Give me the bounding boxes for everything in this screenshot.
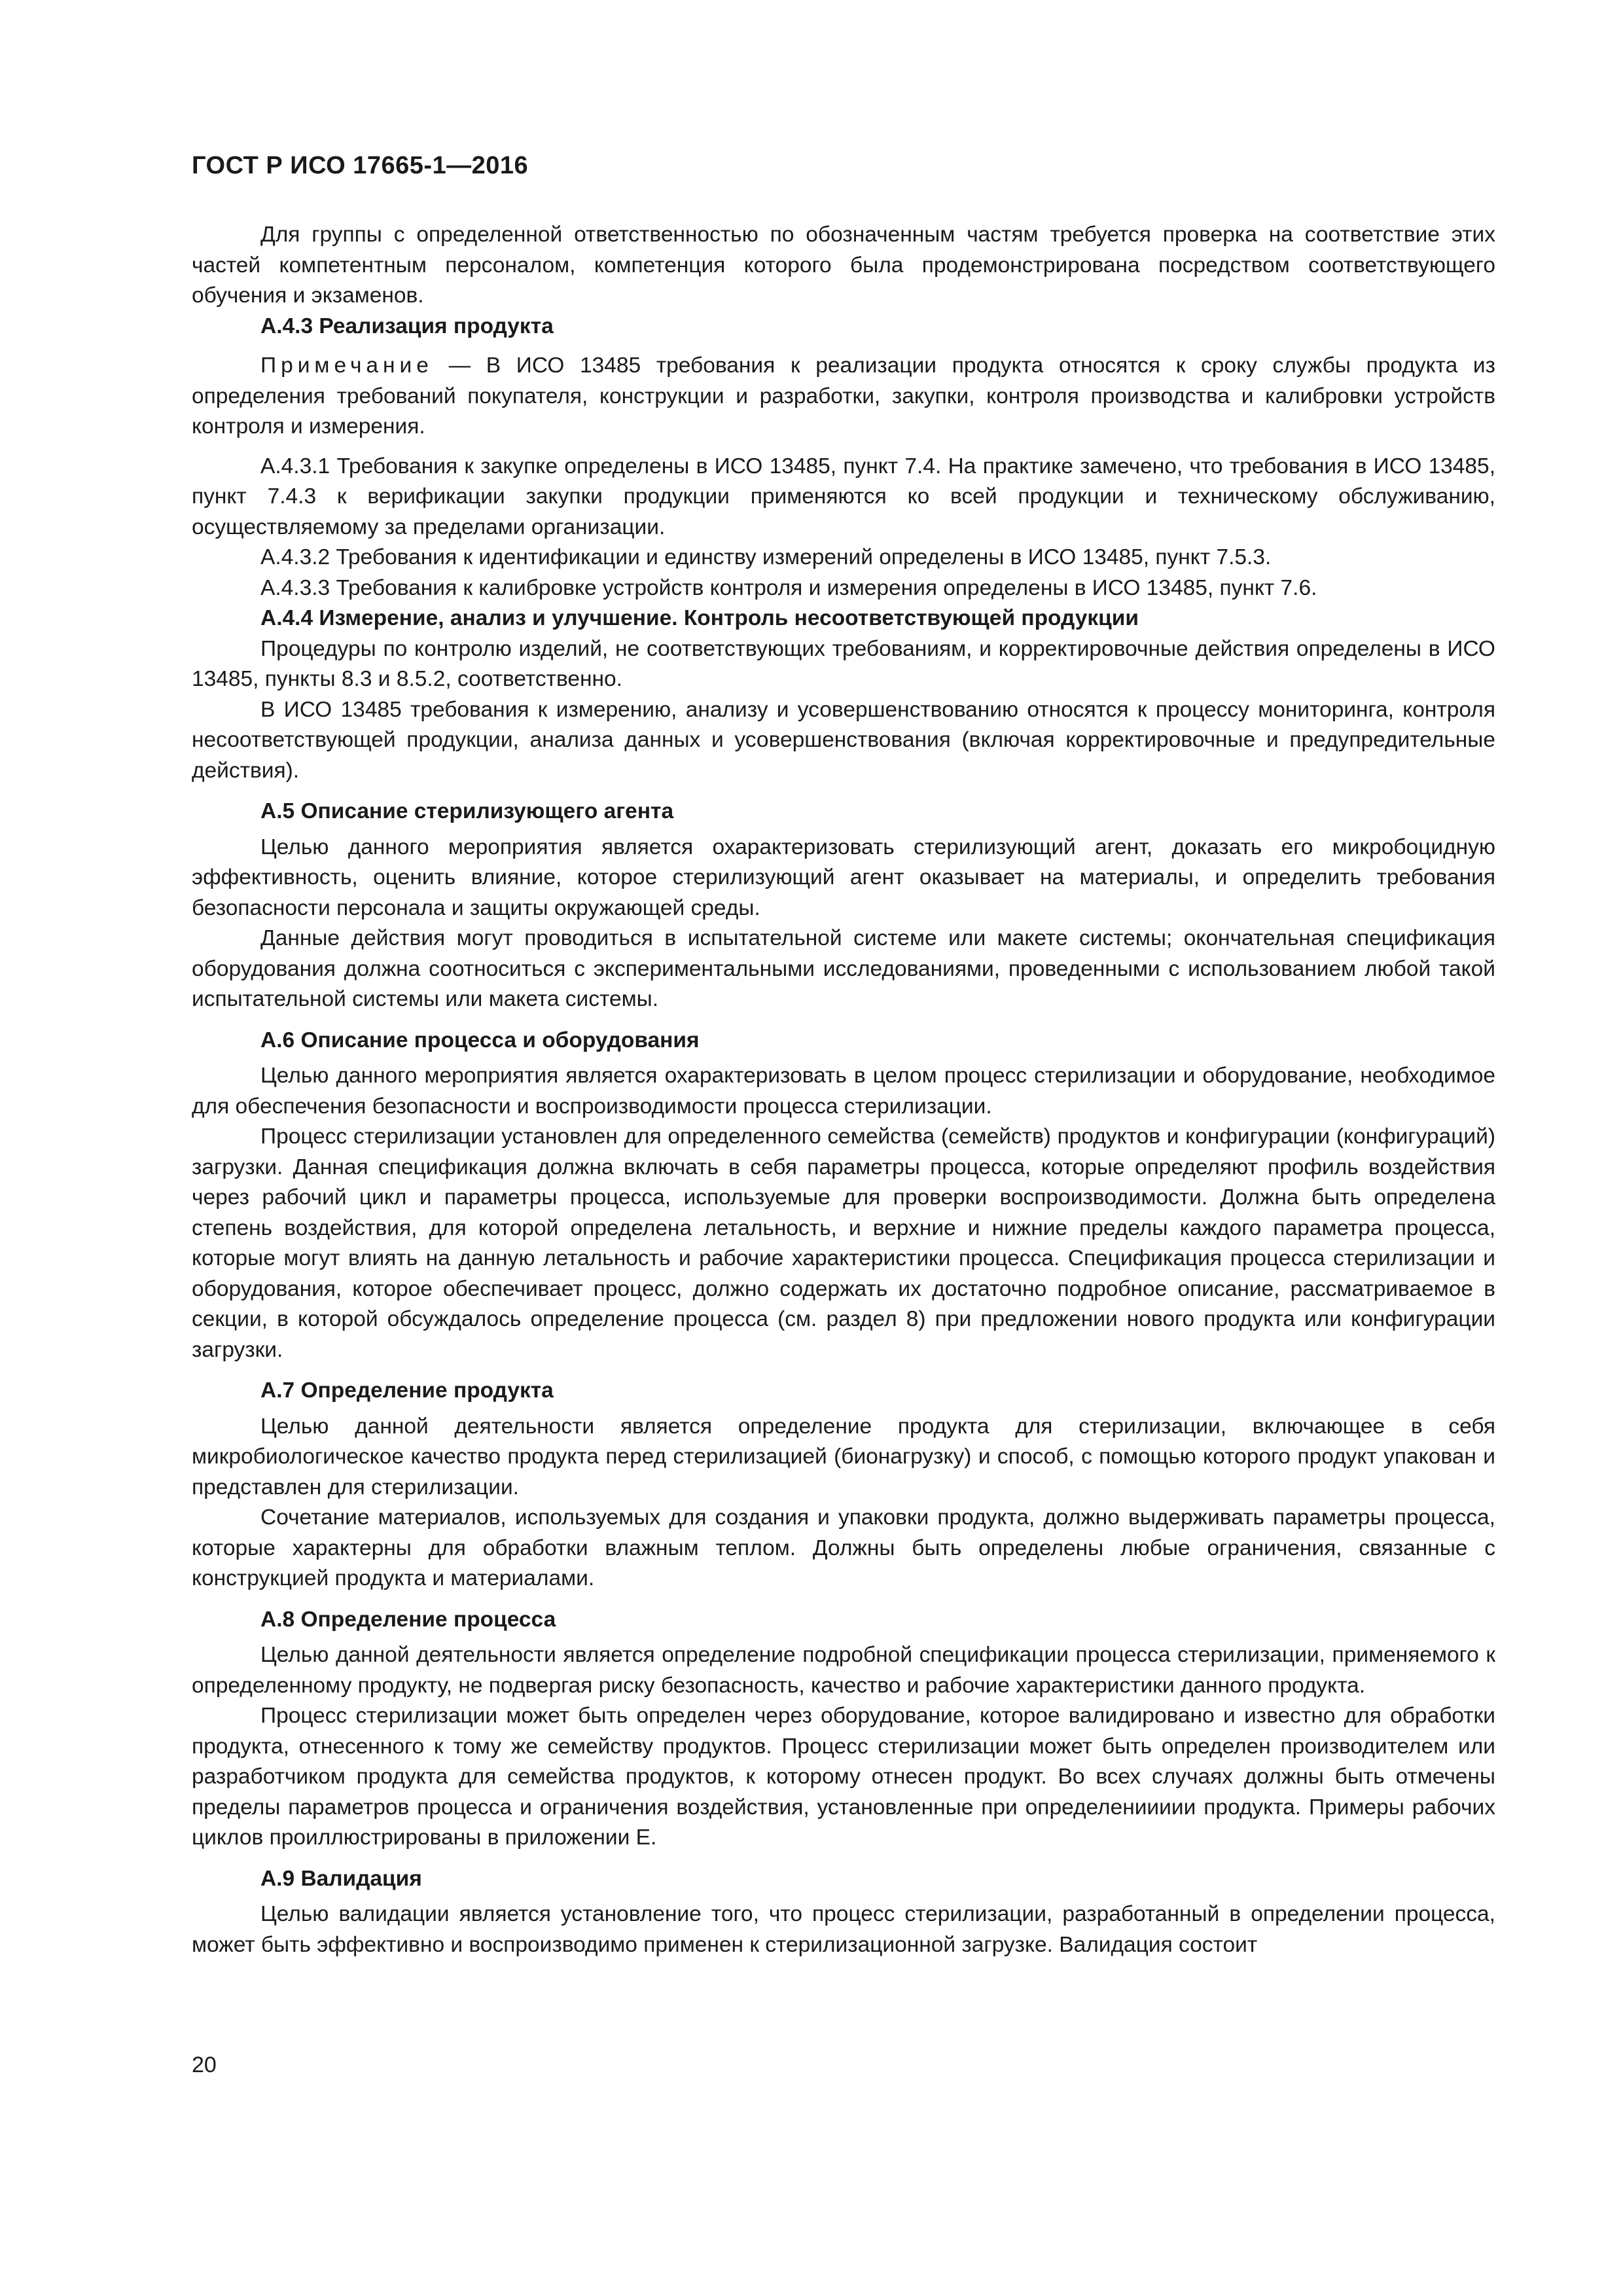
heading-a7: А.7 Определение продукта (260, 1378, 554, 1403)
heading-a5: А.5 Описание стерилизующего агента (260, 799, 674, 823)
paragraph-a8-2: Процесс стерилизации может быть определен через оборудование, которое валидировано и известно для обработки продукта, отнесенного к тому же семейству продуктов. Процесс стерилизации может быть определен производителем или разработчиком продукта для семейства продуктов, к которому отнесен продукт. Во всех случаях должны быть отмечены пределы параметров процесса и ограничения воздействия, установленные при определениииии продукта. Примеры рабочих циклов проиллюстрированы в приложении Е. (192, 1704, 1495, 1850)
paragraph-a4-3-2: А.4.3.2 Требования к идентификации и единству измерений определены в ИСО 13485, пункт 7.5.3. (260, 545, 1272, 569)
paragraph-a5-2: Данные действия могут проводиться в испытательной системе или макете системы; окончательная спецификация оборудования должна соотноситься с экспериментальными исследованиями, проведенными с использованием любой такой испытательной системы или макета системы. (192, 926, 1495, 1011)
note-text: — В ИСО 13485 требования к реализации продукта относятся к сроку службы продукта из определения требований покупателя, конструкции и разработки, закупки, контроля производства и калибровки устройств контроля и измерения. (192, 353, 1495, 439)
paragraph-a4-3-1: А.4.3.1 Требования к закупке определены в ИСО 13485, пункт 7.4. На практике замечено, что требования в ИСО 13485, пункт 7.4.3 к верификации закупки продукции применяются ко всей продукции и техническому обслуживанию, осуществляемому за пределами организации. (192, 454, 1495, 539)
note-a4-3 (192, 351, 1495, 442)
note-label: Примечание (260, 353, 433, 378)
paragraph-a4-4-2: В ИСО 13485 требования к измерению, анализу и усовершенствованию относятся к процессу мониторинга, контроля несоответствующей продукции, анализа данных и усовершенствования (включая корректировочные и предупредительные действия). (192, 697, 1495, 783)
paragraph-a8-1: Целью данной деятельности является определение подробной спецификации процесса стерилизации, применяемого к определенному продукту, не подвергая риску безопасность, качество и рабочие характеристики данного продукта. (192, 1643, 1495, 1698)
heading-a4-3: А.4.3 Реализация продукта (260, 314, 554, 338)
heading-a9: А.9 Валидация (260, 1866, 422, 1891)
paragraph-a6-1: Целью данного мероприятия является охарактеризовать в целом процесс стерилизации и оборудование, необходимое для обеспечения безопасности и воспроизводимости процесса стерилизации. (192, 1064, 1495, 1119)
paragraph-a6-2: Процесс стерилизации установлен для определенного семейства (семейств) продуктов и конфигурации (конфигураций) загрузки. Данная спецификация должна включать в себя параметры процесса, которые определяют профиль воздействия через рабочий цикл и параметры процесса, используемые для проверки воспроизводимости. Должна быть определена степень воздействия, для которой определена летальность, и верхние и нижние пределы каждого параметра процесса, которые могут влиять на данную летальность и рабочие характеристики процесса. Спецификация процесса стерилизации и оборудования, которое обеспечивает процесс, должно содержать их достаточно подробное описание, рассматриваемое в секции, в которой обсуждалось определение процесса (см. раздел 8) при предложении нового продукта или конфигурации загрузки. (192, 1124, 1495, 1362)
paragraph-a4-3-3: А.4.3.3 Требования к калибровке устройств контроля и измерения определены в ИСО 13485, пункт 7.6. (260, 575, 1317, 600)
paragraph-a7-2: Сочетание материалов, используемых для создания и упаковки продукта, должно выдерживать параметры процесса, которые характерны для обработки влажным теплом. Должны быть определены любые ограничения, связанные с конструкцией продукта и материалами. (192, 1505, 1495, 1590)
paragraph-a9-1: Целью валидации является установление того, что процесс стерилизации, разработанный в определении процесса, может быть эффективно и воспроизводимо применен к стерилизационной загрузке. Валидация состоит (192, 1902, 1495, 1957)
document-header-title: ГОСТ Р ИСО 17665-1—2016 (192, 152, 529, 179)
paragraph-a4-4-1: Процедуры по контролю изделий, не соответствующих требованиям, и корректировочные действия определены в ИСО 13485, пункты 8.3 и 8.5.2, соответственно. (192, 636, 1495, 691)
heading-a8: А.8 Определение процесса (260, 1607, 556, 1632)
paragraph-intro: Для группы с определенной ответственностью по обозначенным частям требуется проверка на соответствие этих частей компетентным персоналом, компетенция которого была продемонстрирована посредством соответствующего обучения и экзаменов. (192, 223, 1495, 308)
document-body (192, 220, 1495, 1960)
heading-a4-4: А.4.4 Измерение, анализ и улучшение. Контроль несоответствующей продукции (260, 606, 1139, 630)
paragraph-a5-1: Целью данного мероприятия является охарактеризовать стерилизующий агент, доказать его микробоцидную эффективность, оценить влияние, которое стерилизующий агент оказывает на материалы, и определить требования безопасности персонала и защиты окружающей среды. (192, 834, 1495, 920)
heading-a6: А.6 Описание процесса и оборудования (260, 1028, 700, 1052)
paragraph-a7-1: Целью данной деятельности является определение продукта для стерилизации, включающее в себя микробиологическое качество продукта перед стерилизацией (бионагрузку) и способ, с помощью которого продукт упакован и представлен для стерилизации. (192, 1414, 1495, 1499)
page-number: 20 (192, 2053, 217, 2077)
